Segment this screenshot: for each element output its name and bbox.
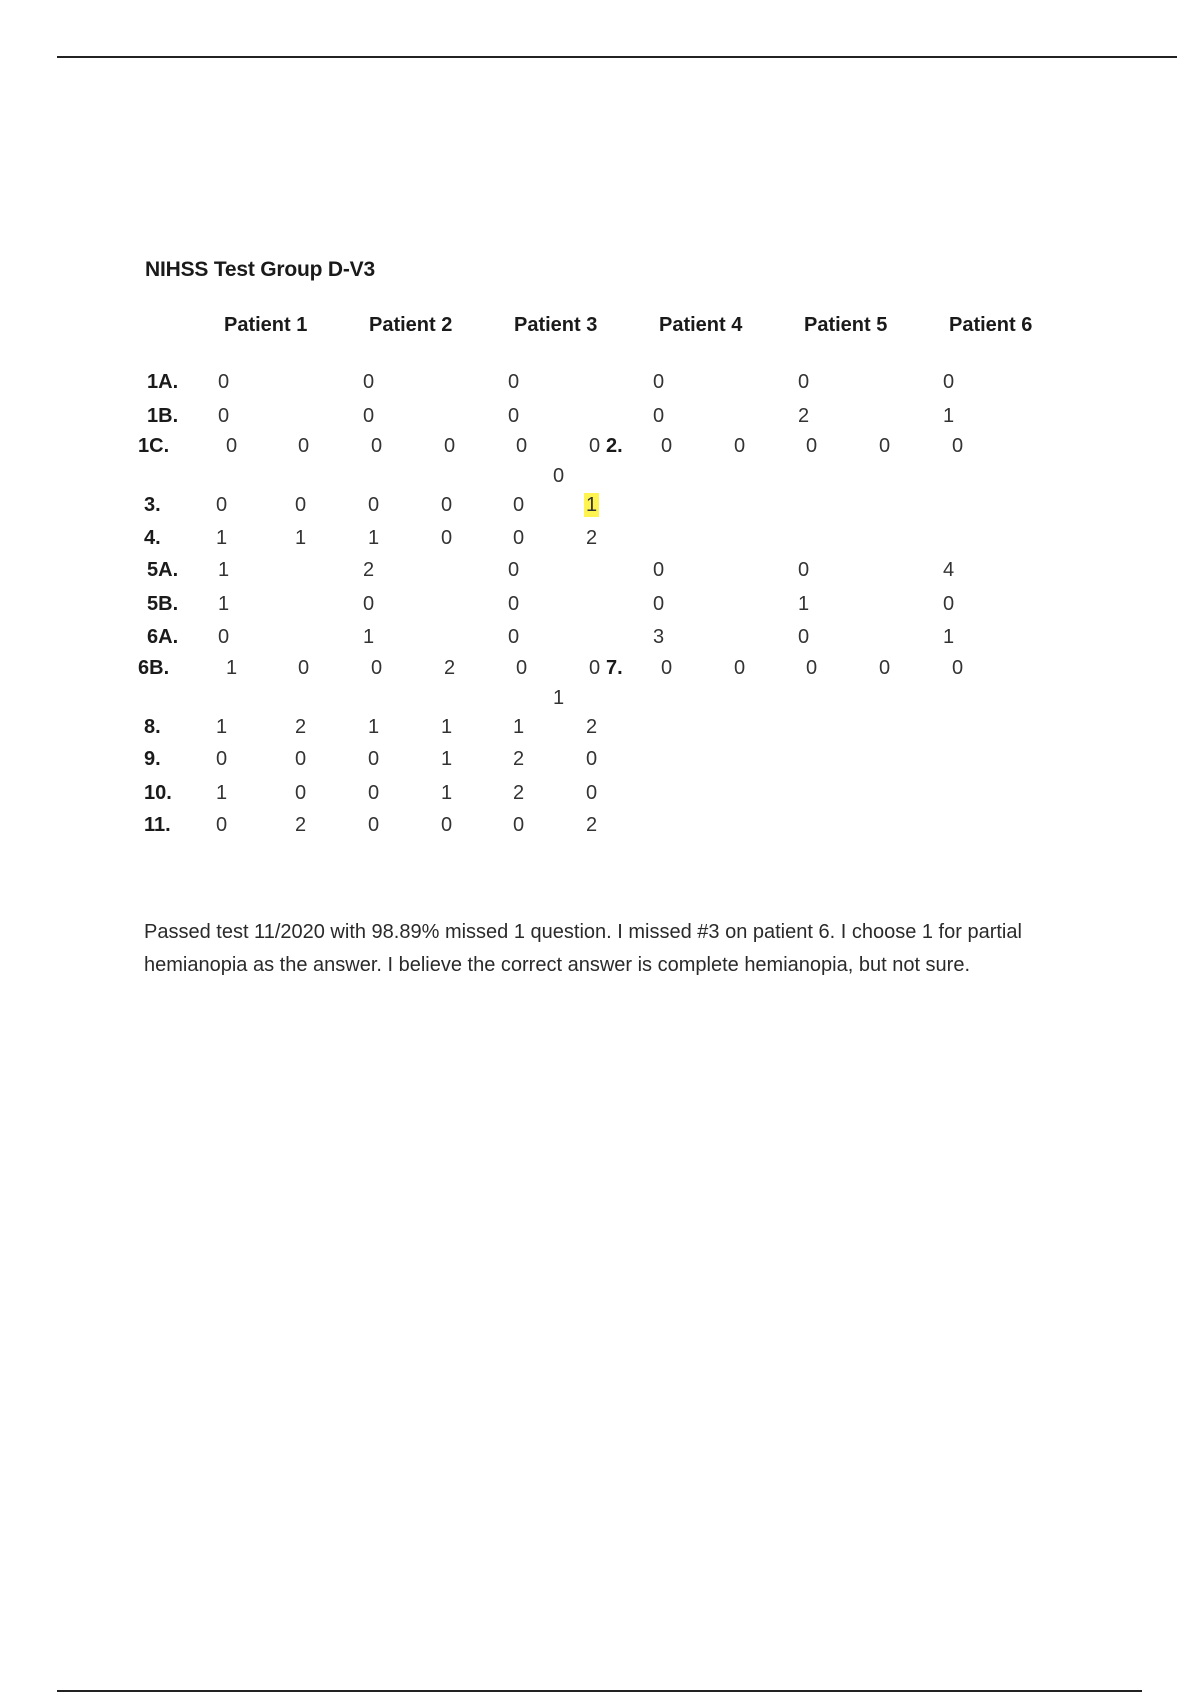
score-cell: 0 [216, 814, 228, 836]
score-cell: 0 [371, 435, 383, 457]
score-cell: 0 [508, 559, 520, 581]
score-cell: 0 [952, 435, 964, 457]
score-cell: 1 [368, 716, 380, 738]
score-cell: 0 [553, 465, 565, 487]
score-cell: 0 [368, 782, 380, 804]
score-cell: 0 [952, 657, 964, 679]
score-cell: 0 [661, 657, 673, 679]
column-header-patient-1: Patient 1 [224, 314, 308, 336]
score-cell: 0 [218, 371, 230, 393]
score-cell: 3 [653, 626, 665, 648]
score-cell: 0 [371, 657, 383, 679]
score-cell: 2 [513, 748, 525, 770]
row-label: 1B. [147, 405, 179, 427]
score-cell: 1 [216, 527, 228, 549]
column-header-patient-5: Patient 5 [804, 314, 888, 336]
score-cell: 1 [441, 748, 453, 770]
score-cell: 0 [516, 435, 528, 457]
score-cell: 1 [218, 593, 230, 615]
score-cell: 1 [513, 716, 525, 738]
score-cell: 0 [798, 559, 810, 581]
score-cell: 0 [734, 435, 746, 457]
row-label: 8. [144, 716, 161, 738]
score-cell: 0 [226, 435, 238, 457]
score-cell: 1 [441, 782, 453, 804]
score-cell: 0 [653, 371, 665, 393]
row-label: 7. [606, 657, 623, 679]
score-cell: 0 [298, 435, 310, 457]
score-cell: 0 [513, 814, 525, 836]
score-cell: 0 [508, 626, 520, 648]
header-rule [57, 56, 1177, 58]
score-cell: 2 [798, 405, 810, 427]
score-cell: 0 [444, 435, 456, 457]
score-cell: 0 [441, 527, 453, 549]
column-header-patient-3: Patient 3 [514, 314, 598, 336]
score-cell: 1 [216, 716, 228, 738]
score-cell: 0 [586, 782, 598, 804]
score-cell: 0 [368, 748, 380, 770]
score-cell: 2 [363, 559, 375, 581]
score-cell: 0 [513, 494, 525, 516]
score-cell: 2 [295, 814, 307, 836]
score-cell: 0 [218, 626, 230, 648]
row-label: 11. [144, 814, 171, 836]
score-cell: 0 [363, 371, 375, 393]
score-cell: 1 [943, 626, 955, 648]
row-label: 2. [606, 435, 623, 457]
row-label: 1C. [138, 435, 170, 457]
row-label: 5A. [147, 559, 179, 581]
score-cell: 0 [653, 405, 665, 427]
score-cell: 0 [806, 435, 818, 457]
score-cell: 0 [508, 371, 520, 393]
score-cell: 1 [441, 716, 453, 738]
score-cell: 0 [589, 435, 601, 457]
score-cell: 0 [295, 748, 307, 770]
row-label: 4. [144, 527, 161, 549]
score-cell: 0 [441, 814, 453, 836]
score-cell: 0 [513, 527, 525, 549]
score-cell: 0 [216, 494, 228, 516]
row-label: 6A. [147, 626, 179, 648]
score-cell: 0 [363, 405, 375, 427]
row-label: 3. [144, 494, 161, 516]
score-cell: 0 [363, 593, 375, 615]
highlighted-score-cell: 1 [586, 494, 598, 516]
score-cell: 1 [363, 626, 375, 648]
score-cell: 0 [368, 814, 380, 836]
score-cell: 0 [508, 405, 520, 427]
score-cell: 1 [798, 593, 810, 615]
score-cell: 0 [798, 371, 810, 393]
score-cell: 0 [661, 435, 673, 457]
column-header-patient-4: Patient 4 [659, 314, 743, 336]
score-cell: 0 [516, 657, 528, 679]
score-cell: 0 [295, 782, 307, 804]
score-cell: 0 [368, 494, 380, 516]
score-cell: 1 [295, 527, 307, 549]
score-cell: 0 [653, 559, 665, 581]
result-note: Passed test 11/2020 with 98.89% missed 1 question. I missed #3 on patient 6. I choose 1 for partial hemianopia as the answer. I believe the correct answer is complete hemianopia, but not sure. [144, 921, 1022, 976]
score-cell: 1 [226, 657, 238, 679]
score-cell: 1 [368, 527, 380, 549]
score-cell: 0 [943, 371, 955, 393]
score-cell: 2 [444, 657, 456, 679]
score-cell: 0 [298, 657, 310, 679]
score-cell: 2 [586, 527, 598, 549]
score-cell: 2 [586, 814, 598, 836]
score-cell: 0 [879, 435, 891, 457]
score-cell: 4 [943, 559, 955, 581]
row-label: 1A. [147, 371, 179, 393]
score-cell: 0 [943, 593, 955, 615]
score-cell: 0 [806, 657, 818, 679]
score-cell: 0 [586, 748, 598, 770]
score-cell: 0 [508, 593, 520, 615]
score-cell: 2 [513, 782, 525, 804]
score-cell: 0 [653, 593, 665, 615]
score-cell: 0 [216, 748, 228, 770]
column-header-patient-2: Patient 2 [369, 314, 453, 336]
document-title: NIHSS Test Group D-V3 [145, 258, 375, 281]
score-cell: 1 [943, 405, 955, 427]
row-label: 6B. [138, 657, 170, 679]
score-cell: 0 [295, 494, 307, 516]
score-cell: 1 [553, 687, 565, 709]
score-cell: 0 [879, 657, 891, 679]
row-label: 9. [144, 748, 161, 770]
row-label: 10. [144, 782, 172, 804]
score-cell: 0 [589, 657, 601, 679]
score-cell: 2 [295, 716, 307, 738]
score-cell: 2 [586, 716, 598, 738]
score-cell: 0 [734, 657, 746, 679]
footer-rule [57, 1690, 1142, 1692]
score-cell: 0 [441, 494, 453, 516]
score-cell: 0 [798, 626, 810, 648]
row-label: 5B. [147, 593, 179, 615]
score-cell: 1 [216, 782, 228, 804]
score-cell: 0 [218, 405, 230, 427]
score-cell: 1 [218, 559, 230, 581]
column-header-patient-6: Patient 6 [949, 314, 1033, 336]
